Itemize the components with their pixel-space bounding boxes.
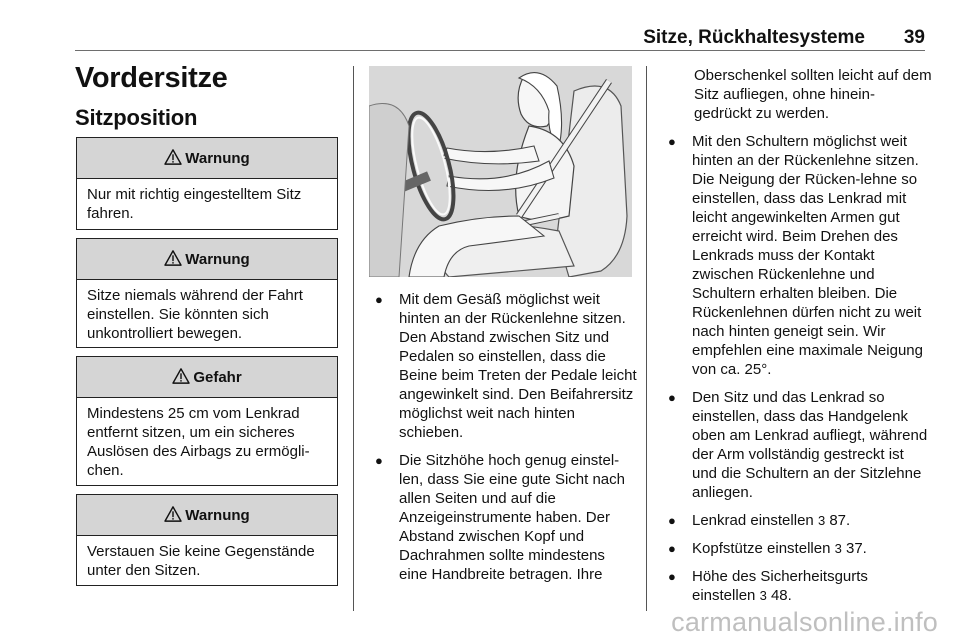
cross-reference-page[interactable]: 87. xyxy=(829,512,851,529)
cross-reference-page[interactable]: 48. xyxy=(770,587,792,604)
list-item xyxy=(662,567,932,605)
warning-box-header xyxy=(77,138,337,179)
list-item xyxy=(662,388,932,502)
section-subtitle: Sitzposition xyxy=(75,105,198,130)
cross-reference-arrow-icon: 3 xyxy=(759,588,767,603)
warning-box xyxy=(76,494,338,586)
warning-box-label: Warnung xyxy=(185,149,250,167)
instruction-list xyxy=(662,66,932,614)
warning-box-text: Sitze niemals während der Fahrt einstellen. Sie könnten sich unkontrolliert bewegen. xyxy=(87,287,303,342)
list-item-text: Mit dem Gesäß möglichst weit hinten an der Rückenlehne sitzen. Den Abstand zwischen Sitz und Pedalen so einstellen, dass die Beine beim Treten der Pedale leicht angewinkelt sind. Den Beifahrersitz möglichst weit nach hinten schieben. xyxy=(399,291,637,441)
page-header xyxy=(75,0,925,51)
bullet-icon: ● xyxy=(668,569,676,584)
bullet-icon: ● xyxy=(668,390,676,405)
warning-triangle-icon xyxy=(164,506,182,522)
danger-box xyxy=(76,356,338,486)
section-title: Vordersitze xyxy=(75,62,228,94)
list-item-text: Höhe des Sicherheitsgurts einstellen xyxy=(692,568,868,604)
list-item xyxy=(662,511,932,530)
bullet-icon: ● xyxy=(375,453,383,468)
page-number: 39 xyxy=(903,27,925,48)
list-item-text: Kopfstütze einstellen xyxy=(692,540,831,557)
danger-box-label: Gefahr xyxy=(193,368,242,386)
bullet-icon: ● xyxy=(668,134,676,149)
driver-illustration-svg xyxy=(369,66,632,277)
warning-box-header xyxy=(77,495,337,536)
warning-triangle-icon xyxy=(164,250,182,266)
bullet-icon: ● xyxy=(668,513,676,528)
danger-box-header xyxy=(77,357,337,398)
warning-triangle-icon xyxy=(164,149,182,165)
cross-reference-page[interactable]: 37. xyxy=(846,540,867,557)
list-item-text: Mit den Schultern möglichst weit hinten an der Rückenlehne sitzen. Die Neigung der Rücken-lehne so einstellen, dass das Lenkrad mit leicht angewinkelten Armen gut erreicht wird. Beim Drehen des Lenkrads muss der Kontakt zwischen Rückenlehne und Schultern erhalten bleiben. Die Rückenlehnen dürfen nicht zu weit nach hinten geneigt sein. Wir empfehlen eine maximale Neigung von ca. 25°. xyxy=(692,133,923,378)
list-item xyxy=(369,451,637,584)
list-item-text: Lenkrad einstellen xyxy=(692,512,814,529)
danger-box-text: Mindestens 25 cm vom Lenkrad entfernt sitzen, um ein sicheres Auslösen des Airbags zu ermögli-chen. xyxy=(87,405,310,479)
bullet-icon: ● xyxy=(375,292,383,307)
column-divider xyxy=(353,66,354,611)
driver-seated-illustration xyxy=(369,66,632,277)
list-item-continuation xyxy=(662,66,932,123)
list-item-text: Oberschenkel sollten leicht auf dem Sitz aufliegen, ohne hinein-gedrückt zu werden. xyxy=(694,67,932,122)
warning-triangle-icon xyxy=(172,368,190,384)
list-item-text: Den Sitz und das Lenkrad so einstellen, dass das Handgelenk oben am Lenkrad aufliegt, während der Arm vollständig gestreckt ist und die Schultern an der Sitzlehne anliegen. xyxy=(692,389,928,501)
header-rule xyxy=(75,50,925,51)
warning-box-label: Warnung xyxy=(185,506,250,524)
warning-box-text: Nur mit richtig eingestelltem Sitz fahren. xyxy=(87,186,302,222)
cross-reference-arrow-icon: 3 xyxy=(817,513,826,528)
watermark: carmanualsonline.info xyxy=(671,607,938,637)
warning-box-header xyxy=(77,239,337,280)
column-divider xyxy=(646,66,647,611)
running-title: Sitze, Rückhaltesysteme xyxy=(643,27,865,48)
warning-box xyxy=(76,238,338,348)
list-item xyxy=(369,290,637,442)
instruction-list xyxy=(369,290,637,593)
list-item xyxy=(662,132,932,379)
bullet-icon: ● xyxy=(668,541,676,556)
list-item xyxy=(662,539,932,558)
list-item-text: Die Sitzhöhe hoch genug einstel-len, dass Sie eine gute Sicht nach allen Seiten und auf die Anzeigeinstrumente haben. Der Abstand zwischen Kopf und Dachrahmen sollte mindestens eine Handbreite betragen. Ihre xyxy=(399,452,625,583)
warning-box-text: Verstauen Sie keine Gegenstände unter den Sitzen. xyxy=(87,543,315,579)
warning-box xyxy=(76,137,338,230)
cross-reference-arrow-icon: 3 xyxy=(834,541,842,556)
warning-box-label: Warnung xyxy=(185,250,250,268)
